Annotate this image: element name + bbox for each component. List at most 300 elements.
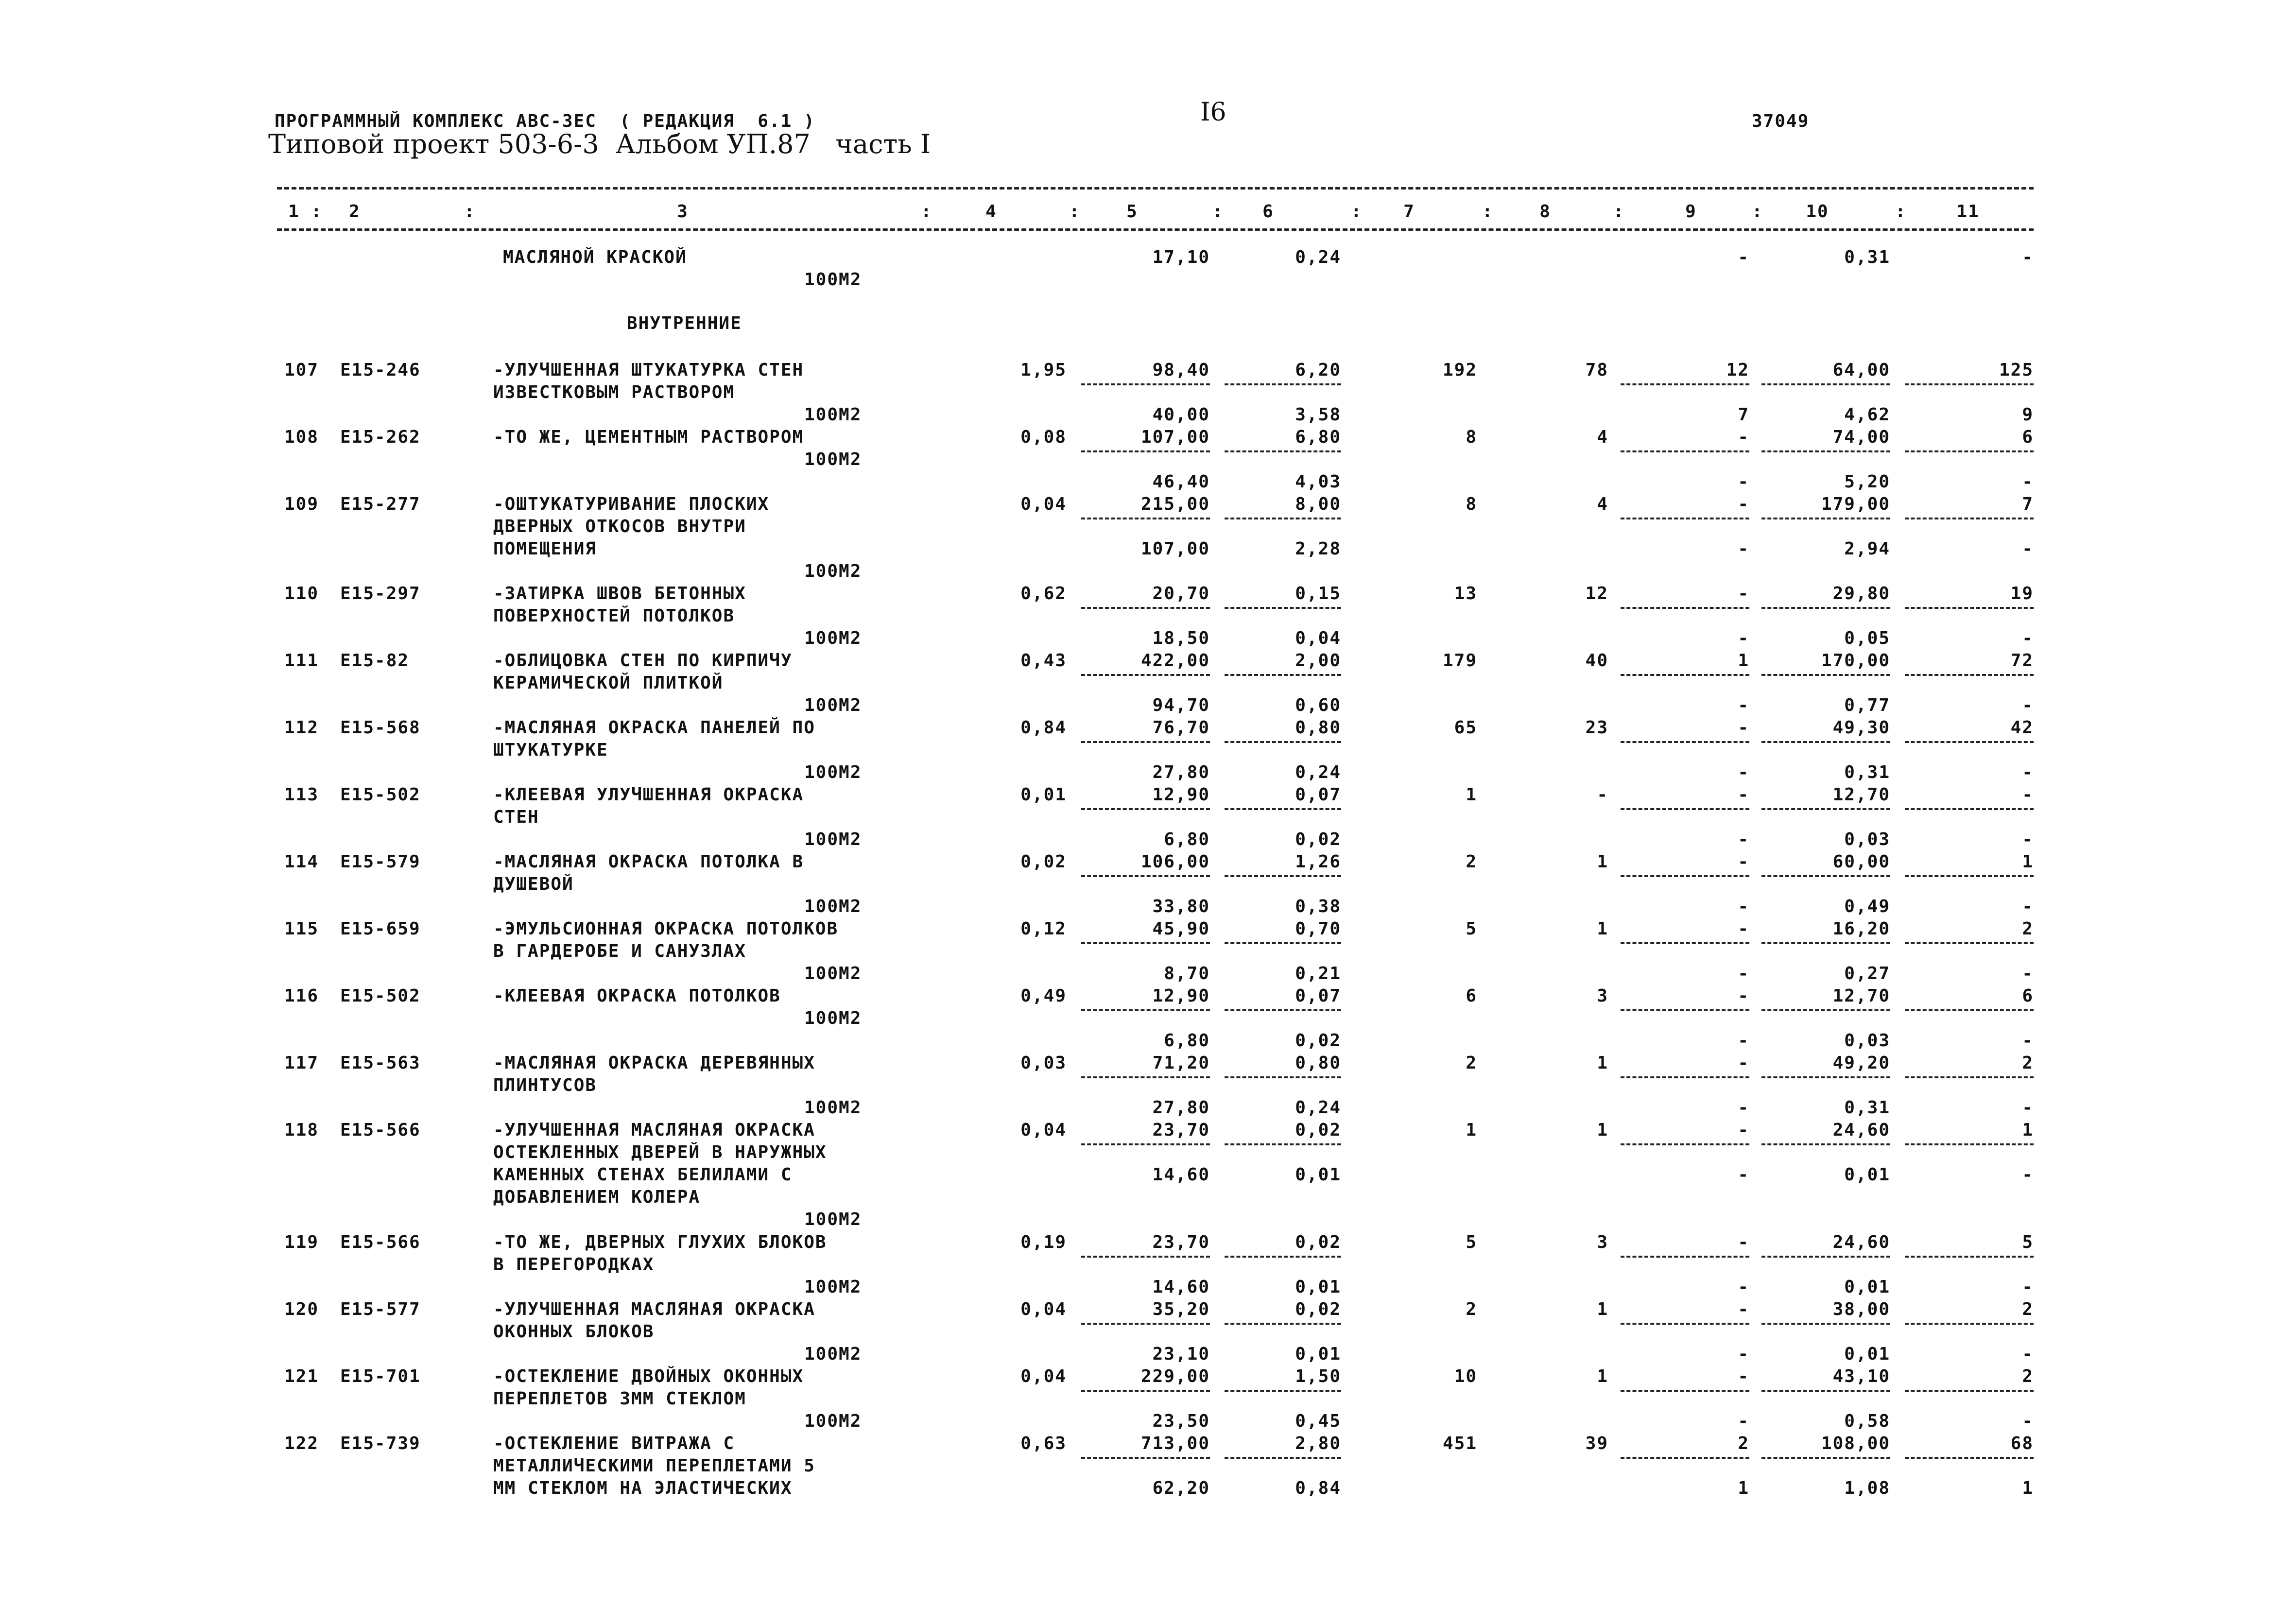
document-number: 37049: [1752, 111, 1810, 131]
project-title: Типовой проект 503-6-3 Альбом УП.87 часть I: [268, 129, 931, 159]
carryover-c6: 0,24: [1295, 247, 1341, 267]
sub-total-labor: -: [2022, 539, 2034, 559]
subtotal-divider: [1761, 942, 1890, 944]
sub-machine-cost: -: [1738, 472, 1749, 492]
unit-cost: 98,40: [1152, 360, 1210, 380]
subtotal-divider: [1905, 383, 2034, 385]
subtotal-divider: [1621, 1076, 1749, 1078]
labor-hours: 74,00: [1832, 427, 1890, 447]
labor-hours: 12,70: [1832, 986, 1890, 1006]
subtotal-divider: [1621, 674, 1749, 676]
subtotal-divider: [1225, 741, 1341, 743]
column-header-8: 8: [1539, 202, 1551, 222]
subtotal-divider: [1225, 518, 1341, 519]
unit-of-measure: 100М2: [804, 897, 862, 916]
rate-code: Е15-502: [340, 986, 421, 1006]
column-separator: :: [1212, 202, 1224, 222]
rate-code: Е15-739: [340, 1434, 421, 1453]
total-wages: 1: [1597, 1299, 1608, 1319]
quantity: 0,08: [1020, 427, 1067, 447]
sub-total-labor: -: [2022, 1277, 2034, 1297]
work-description: СТЕН: [493, 807, 539, 827]
machine-cost: -: [1738, 1120, 1749, 1140]
sub-machine-cost: -: [1738, 1031, 1749, 1051]
subtotal-divider: [1081, 808, 1210, 810]
machine-cost: -: [1738, 1053, 1749, 1073]
machine-cost: -: [1738, 427, 1749, 447]
quantity: 0,62: [1020, 584, 1067, 604]
total-cost: 1: [1466, 1120, 1477, 1140]
row-number: 107: [284, 360, 319, 380]
work-description: ПОМЕЩЕНИЯ: [493, 539, 597, 559]
subtotal-divider: [1621, 741, 1749, 743]
subtotal-divider: [1081, 607, 1210, 609]
subtotal-divider: [1761, 383, 1890, 385]
sub-unit-labor: 0,02: [1295, 829, 1341, 849]
row-number: 113: [284, 785, 319, 805]
quantity: 0,19: [1020, 1232, 1067, 1252]
total-labor: -: [2022, 785, 2034, 805]
total-wages: 1: [1597, 919, 1608, 939]
subtotal-divider: [1761, 518, 1890, 519]
work-description: ПЛИНТУСОВ: [493, 1075, 597, 1095]
subtotal-divider: [1225, 450, 1341, 452]
sub-total-labor: -: [2022, 762, 2034, 782]
unit-labor: 6,80: [1295, 427, 1341, 447]
unit-of-measure: 100М2: [804, 695, 862, 715]
sub-unit-cost: 23,10: [1152, 1344, 1210, 1364]
unit-labor: 0,02: [1295, 1232, 1341, 1252]
sub-unit-cost: 14,60: [1152, 1277, 1210, 1297]
sub-total-labor: -: [2022, 1344, 2034, 1364]
sub-total-labor: -: [2022, 1165, 2034, 1185]
subtotal-divider: [1621, 383, 1749, 385]
work-description: -МАСЛЯНАЯ ОКРАСКА ДЕРЕВЯННЫХ: [493, 1053, 815, 1073]
sub-total-labor: 9: [2022, 405, 2034, 425]
quantity: 0,04: [1020, 1366, 1067, 1386]
unit-labor: 1,26: [1295, 852, 1341, 872]
total-labor: 2: [2022, 1053, 2034, 1073]
subtotal-divider: [1905, 1076, 2034, 1078]
column-separator: :: [1069, 202, 1081, 222]
total-cost: 6: [1466, 986, 1477, 1006]
sub-machine-cost: -: [1738, 1344, 1749, 1364]
column-separator: :: [1482, 202, 1494, 222]
total-wages: 12: [1585, 584, 1608, 604]
sub-labor-hours: 0,01: [1844, 1165, 1890, 1185]
work-description: В ГАРДЕРОБЕ И САНУЗЛАХ: [493, 941, 746, 961]
subtotal-divider: [1225, 1323, 1341, 1325]
subtotal-divider: [1621, 518, 1749, 519]
carryover-unit: 100М2: [804, 270, 862, 290]
total-wages: -: [1597, 785, 1608, 805]
subtotal-divider: [1081, 1076, 1210, 1078]
unit-labor: 0,02: [1295, 1299, 1341, 1319]
sub-unit-labor: 0,04: [1295, 628, 1341, 648]
sub-total-labor: -: [2022, 1411, 2034, 1431]
sub-total-labor: -: [2022, 1031, 2034, 1051]
total-cost: 10: [1454, 1366, 1477, 1386]
column-header-5: 5: [1126, 202, 1138, 222]
machine-cost: -: [1738, 1232, 1749, 1252]
column-header-7: 7: [1403, 202, 1415, 222]
subtotal-divider: [1905, 875, 2034, 877]
sub-unit-labor: 2,28: [1295, 539, 1341, 559]
quantity: 0,49: [1020, 986, 1067, 1006]
subtotal-divider: [1081, 875, 1210, 877]
rate-code: Е15-577: [340, 1299, 421, 1319]
unit-labor: 6,20: [1295, 360, 1341, 380]
total-wages: 4: [1597, 494, 1608, 514]
sub-unit-labor: 0,01: [1295, 1277, 1341, 1297]
sub-labor-hours: 0,05: [1844, 628, 1890, 648]
sub-unit-labor: 0,21: [1295, 964, 1341, 984]
total-labor: 2: [2022, 1299, 2034, 1319]
total-wages: 39: [1585, 1434, 1608, 1453]
subtotal-divider: [1761, 607, 1890, 609]
unit-cost: 23,70: [1152, 1120, 1210, 1140]
page-number: I6: [1200, 98, 1226, 127]
quantity: 0,84: [1020, 718, 1067, 738]
rate-code: Е15-701: [340, 1366, 421, 1386]
sub-total-labor: -: [2022, 1098, 2034, 1118]
subtotal-divider: [1225, 1457, 1341, 1459]
work-description: -ТО ЖЕ, ЦЕМЕНТНЫМ РАСТВОРОМ: [493, 427, 804, 447]
quantity: 0,12: [1020, 919, 1067, 939]
work-description: -УЛУЧШЕННАЯ ШТУКАТУРКА СТЕН: [493, 360, 804, 380]
subtotal-divider: [1081, 450, 1210, 452]
row-number: 121: [284, 1366, 319, 1386]
column-header-9: 9: [1685, 202, 1697, 222]
rate-code: Е15-568: [340, 718, 421, 738]
sub-unit-cost: 14,60: [1152, 1165, 1210, 1185]
unit-labor: 0,80: [1295, 1053, 1341, 1073]
quantity: 0,02: [1020, 852, 1067, 872]
sub-machine-cost: -: [1738, 695, 1749, 715]
sub-machine-cost: -: [1738, 897, 1749, 916]
work-description: -КЛЕЕВАЯ ОКРАСКА ПОТОЛКОВ: [493, 986, 781, 1006]
unit-of-measure: 100М2: [804, 561, 862, 581]
total-cost: 5: [1466, 919, 1477, 939]
work-description: ДВЕРНЫХ ОТКОСОВ ВНУТРИ: [493, 517, 746, 536]
table-top-rule: [277, 187, 2034, 190]
subtotal-divider: [1225, 674, 1341, 676]
sub-labor-hours: 4,62: [1844, 405, 1890, 425]
labor-hours: 179,00: [1821, 494, 1890, 514]
sub-labor-hours: 0,03: [1844, 1031, 1890, 1051]
total-cost: 8: [1466, 427, 1477, 447]
work-description: -КЛЕЕВАЯ УЛУЧШЕННАЯ ОКРАСКА: [493, 785, 804, 805]
unit-labor: 0,15: [1295, 584, 1341, 604]
column-separator: :: [921, 202, 932, 222]
sub-labor-hours: 0,03: [1844, 829, 1890, 849]
column-separator: :: [311, 202, 323, 222]
quantity: 0,03: [1020, 1053, 1067, 1073]
unit-of-measure: 100М2: [804, 1411, 862, 1431]
labor-hours: 43,10: [1832, 1366, 1890, 1386]
subtotal-divider: [1905, 808, 2034, 810]
subtotal-divider: [1081, 674, 1210, 676]
work-description: -ТО ЖЕ, ДВЕРНЫХ ГЛУХИХ БЛОКОВ: [493, 1232, 827, 1252]
subtotal-divider: [1761, 450, 1890, 452]
carryover-c11: -: [2022, 247, 2034, 267]
total-labor: 6: [2022, 427, 2034, 447]
sub-unit-labor: 0,60: [1295, 695, 1341, 715]
subtotal-divider: [1225, 1009, 1341, 1011]
unit-cost: 35,20: [1152, 1299, 1210, 1319]
sub-unit-labor: 4,03: [1295, 472, 1341, 492]
sub-unit-labor: 3,58: [1295, 405, 1341, 425]
labor-hours: 12,70: [1832, 785, 1890, 805]
subtotal-divider: [1761, 1457, 1890, 1459]
subtotal-divider: [1621, 1457, 1749, 1459]
unit-labor: 8,00: [1295, 494, 1341, 514]
subtotal-divider: [1621, 942, 1749, 944]
unit-cost: 20,70: [1152, 584, 1210, 604]
subtotal-divider: [1225, 875, 1341, 877]
subtotal-divider: [1081, 1323, 1210, 1325]
sub-unit-cost: 40,00: [1152, 405, 1210, 425]
subtotal-divider: [1905, 1009, 2034, 1011]
unit-cost: 713,00: [1140, 1434, 1210, 1453]
unit-cost: 215,00: [1140, 494, 1210, 514]
subtotal-divider: [1225, 1076, 1341, 1078]
subtotal-divider: [1081, 741, 1210, 743]
quantity: 0,01: [1020, 785, 1067, 805]
subtotal-divider: [1225, 1143, 1341, 1145]
sub-total-labor: -: [2022, 472, 2034, 492]
subtotal-divider: [1081, 1143, 1210, 1145]
subtotal-divider: [1905, 1457, 2034, 1459]
work-description: -ЗАТИРКА ШВОВ БЕТОННЫХ: [493, 584, 746, 604]
total-wages: 4: [1597, 427, 1608, 447]
subtotal-divider: [1905, 518, 2034, 519]
unit-of-measure: 100М2: [804, 1277, 862, 1297]
sub-unit-cost: 6,80: [1164, 829, 1210, 849]
subtotal-divider: [1081, 1256, 1210, 1258]
sub-unit-labor: 0,02: [1295, 1031, 1341, 1051]
row-number: 115: [284, 919, 319, 939]
column-separator: :: [1895, 202, 1907, 222]
quantity: 0,04: [1020, 1299, 1067, 1319]
subtotal-divider: [1621, 607, 1749, 609]
subtotal-divider: [1761, 1256, 1890, 1258]
subtotal-divider: [1905, 1323, 2034, 1325]
sub-machine-cost: -: [1738, 1411, 1749, 1431]
total-labor: 68: [2010, 1434, 2034, 1453]
sub-unit-cost: 62,20: [1152, 1478, 1210, 1498]
sub-labor-hours: 2,94: [1844, 539, 1890, 559]
total-wages: 23: [1585, 718, 1608, 738]
column-separator: :: [1752, 202, 1763, 222]
program-header: ПРОГРАММНЫЙ КОМПЛЕКС АВС-3ЕС ( РЕДАКЦИЯ 6.1 ): [275, 111, 815, 131]
machine-cost: 1: [1738, 651, 1749, 671]
sub-labor-hours: 0,58: [1844, 1411, 1890, 1431]
rate-code: Е15-563: [340, 1053, 421, 1073]
total-wages: 3: [1597, 986, 1608, 1006]
machine-cost: -: [1738, 852, 1749, 872]
total-wages: 1: [1597, 1053, 1608, 1073]
work-description: -ОШТУКАТУРИВАНИЕ ПЛОСКИХ: [493, 494, 770, 514]
machine-cost: 12: [1726, 360, 1749, 380]
sub-machine-cost: -: [1738, 628, 1749, 648]
carryover-desc: МАСЛЯНОЙ КРАСКОЙ: [503, 247, 687, 267]
work-description: КЕРАМИЧЕСКОЙ ПЛИТКОЙ: [493, 673, 724, 693]
machine-cost: -: [1738, 1299, 1749, 1319]
sub-unit-cost: 8,70: [1164, 964, 1210, 984]
labor-hours: 24,60: [1832, 1120, 1890, 1140]
work-description: -УЛУЧШЕННАЯ МАСЛЯНАЯ ОКРАСКА: [493, 1120, 815, 1140]
unit-of-measure: 100М2: [804, 1210, 862, 1229]
subtotal-divider: [1225, 942, 1341, 944]
work-description: МЕТАЛЛИЧЕСКИМИ ПЕРЕПЛЕТАМИ 5: [493, 1456, 815, 1476]
total-cost: 192: [1442, 360, 1477, 380]
subtotal-divider: [1081, 1390, 1210, 1392]
unit-of-measure: 100М2: [804, 1344, 862, 1364]
work-description: ПОВЕРХНОСТЕЙ ПОТОЛКОВ: [493, 606, 735, 626]
column-separator: :: [464, 202, 476, 222]
machine-cost: -: [1738, 919, 1749, 939]
subtotal-divider: [1761, 808, 1890, 810]
machine-cost: -: [1738, 584, 1749, 604]
unit-of-measure: 100М2: [804, 829, 862, 849]
sub-total-labor: -: [2022, 695, 2034, 715]
carryover-c10: 0,31: [1844, 247, 1890, 267]
total-cost: 5: [1466, 1232, 1477, 1252]
sub-unit-cost: 27,80: [1152, 762, 1210, 782]
labor-hours: 49,30: [1832, 718, 1890, 738]
work-description: ПЕРЕПЛЕТОВ 3ММ СТЕКЛОМ: [493, 1389, 746, 1409]
work-description: -ОСТЕКЛЕНИЕ ВИТРАЖА С: [493, 1434, 735, 1453]
sub-unit-labor: 0,01: [1295, 1344, 1341, 1364]
labor-hours: 108,00: [1821, 1434, 1890, 1453]
labor-hours: 60,00: [1832, 852, 1890, 872]
subtotal-divider: [1225, 607, 1341, 609]
subtotal-divider: [1905, 450, 2034, 452]
work-description: -ОБЛИЦОВКА СТЕН ПО КИРПИЧУ: [493, 651, 793, 671]
subtotal-divider: [1225, 1390, 1341, 1392]
unit-cost: 12,90: [1152, 986, 1210, 1006]
machine-cost: 2: [1738, 1434, 1749, 1453]
total-cost: 179: [1442, 651, 1477, 671]
subtotal-divider: [1081, 518, 1210, 519]
quantity: 0,43: [1020, 651, 1067, 671]
unit-cost: 422,00: [1140, 651, 1210, 671]
machine-cost: -: [1738, 494, 1749, 514]
unit-labor: 2,80: [1295, 1434, 1341, 1453]
rate-code: Е15-659: [340, 919, 421, 939]
unit-labor: 0,02: [1295, 1120, 1341, 1140]
total-wages: 1: [1597, 1366, 1608, 1386]
total-labor: 7: [2022, 494, 2034, 514]
unit-of-measure: 100М2: [804, 1008, 862, 1028]
rate-code: Е15-579: [340, 852, 421, 872]
total-labor: 1: [2022, 852, 2034, 872]
column-separator: :: [1351, 202, 1363, 222]
total-labor: 72: [2010, 651, 2034, 671]
subtotal-divider: [1761, 1076, 1890, 1078]
column-separator: :: [1613, 202, 1625, 222]
row-number: 120: [284, 1299, 319, 1319]
total-wages: 1: [1597, 1120, 1608, 1140]
total-cost: 13: [1454, 584, 1477, 604]
work-description: ММ СТЕКЛОМ НА ЭЛАСТИЧЕСКИХ: [493, 1478, 793, 1498]
total-labor: 125: [1999, 360, 2034, 380]
table-header-rule: [277, 228, 2034, 231]
sub-machine-cost: -: [1738, 762, 1749, 782]
subtotal-divider: [1761, 741, 1890, 743]
subtotal-divider: [1905, 741, 2034, 743]
subtotal-divider: [1761, 1143, 1890, 1145]
row-number: 110: [284, 584, 319, 604]
total-cost: 2: [1466, 1053, 1477, 1073]
row-number: 111: [284, 651, 319, 671]
subtotal-divider: [1081, 383, 1210, 385]
work-description: ОКОННЫХ БЛОКОВ: [493, 1322, 655, 1342]
row-number: 116: [284, 986, 319, 1006]
subtotal-divider: [1761, 674, 1890, 676]
subtotal-divider: [1905, 607, 2034, 609]
total-cost: 8: [1466, 494, 1477, 514]
unit-cost: 76,70: [1152, 718, 1210, 738]
row-number: 117: [284, 1053, 319, 1073]
total-wages: 3: [1597, 1232, 1608, 1252]
column-header-11: 11: [1956, 202, 1980, 222]
total-cost: 451: [1442, 1434, 1477, 1453]
labor-hours: 24,60: [1832, 1232, 1890, 1252]
total-labor: 2: [2022, 1366, 2034, 1386]
total-cost: 2: [1466, 1299, 1477, 1319]
work-description: ОСТЕКЛЕННЫХ ДВЕРЕЙ В НАРУЖНЫХ: [493, 1142, 827, 1162]
sub-unit-cost: 33,80: [1152, 897, 1210, 916]
sub-unit-cost: 6,80: [1164, 1031, 1210, 1051]
row-number: 114: [284, 852, 319, 872]
total-labor: 2: [2022, 919, 2034, 939]
subtotal-divider: [1905, 942, 2034, 944]
rate-code: Е15-246: [340, 360, 421, 380]
unit-labor: 1,50: [1295, 1366, 1341, 1386]
subtotal-divider: [1621, 1390, 1749, 1392]
subtotal-divider: [1621, 1009, 1749, 1011]
sub-unit-labor: 0,01: [1295, 1165, 1341, 1185]
subtotal-divider: [1621, 1323, 1749, 1325]
subtotal-divider: [1621, 875, 1749, 877]
unit-labor: 0,70: [1295, 919, 1341, 939]
work-description: -МАСЛЯНАЯ ОКРАСКА ПАНЕЛЕЙ ПО: [493, 718, 815, 738]
sub-total-labor: -: [2022, 897, 2034, 916]
quantity: 0,04: [1020, 1120, 1067, 1140]
unit-cost: 71,20: [1152, 1053, 1210, 1073]
rate-code: Е15-566: [340, 1232, 421, 1252]
sub-total-labor: -: [2022, 829, 2034, 849]
rate-code: Е15-502: [340, 785, 421, 805]
unit-of-measure: 100М2: [804, 1098, 862, 1118]
unit-cost: 12,90: [1152, 785, 1210, 805]
work-description: ИЗВЕСТКОВЫМ РАСТВОРОМ: [493, 382, 735, 402]
subtotal-divider: [1761, 1009, 1890, 1011]
unit-of-measure: 100М2: [804, 628, 862, 648]
sub-unit-cost: 94,70: [1152, 695, 1210, 715]
sub-unit-labor: 0,24: [1295, 1098, 1341, 1118]
unit-of-measure: 100М2: [804, 405, 862, 425]
subtotal-divider: [1761, 1323, 1890, 1325]
subtotal-divider: [1225, 1256, 1341, 1258]
sub-unit-labor: 0,24: [1295, 762, 1341, 782]
rate-code: Е15-566: [340, 1120, 421, 1140]
total-wages: 78: [1585, 360, 1608, 380]
subtotal-divider: [1905, 1143, 2034, 1145]
column-header-6: 6: [1262, 202, 1274, 222]
